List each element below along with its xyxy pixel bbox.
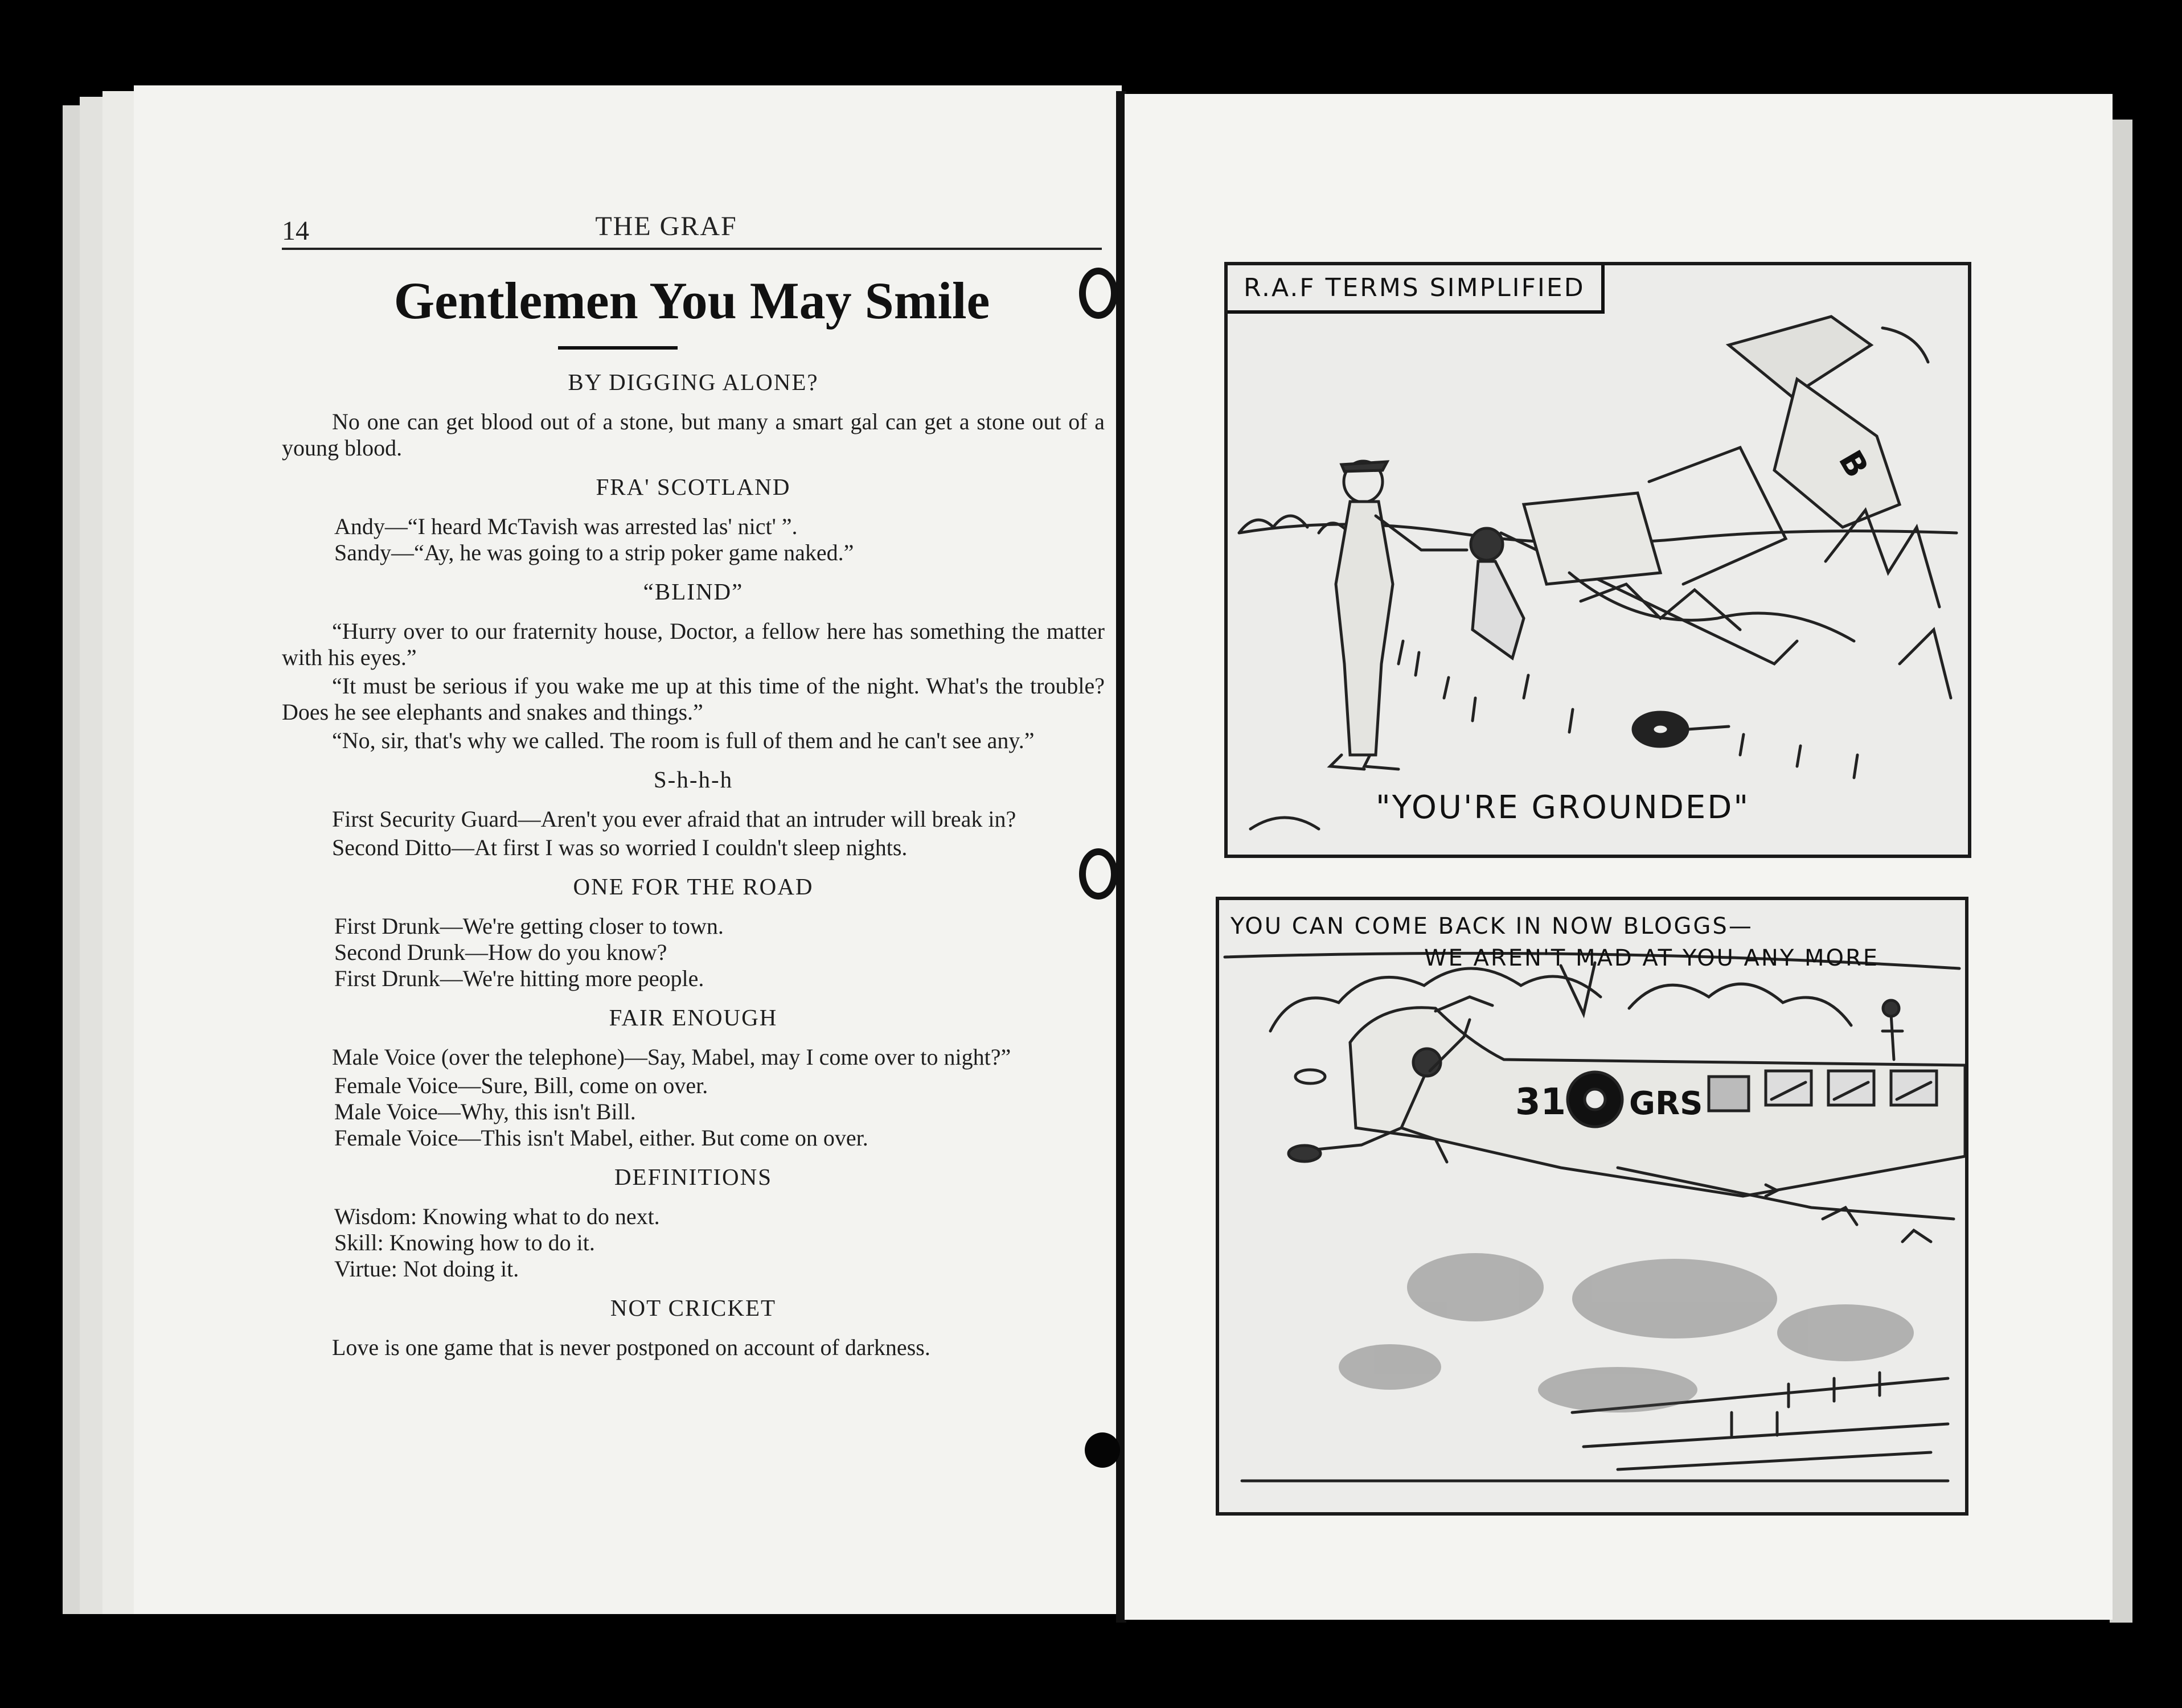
cartoon-come-back-bloggs	[1216, 897, 1968, 1516]
page-title: Gentlemen You May Smile	[393, 272, 990, 330]
binding-hole	[1079, 848, 1118, 900]
dialogue-line: First Drunk—We're getting closer to town.	[334, 913, 724, 939]
definition-line: Wisdom: Knowing what to do next.	[334, 1204, 660, 1229]
right-page	[1125, 94, 2113, 1620]
section-heading: BY DIGGING ALONE?	[568, 369, 819, 395]
dialogue-line: Female Voice—This isn't Mabel, either. But come on over.	[334, 1125, 868, 1151]
paragraph: Second Ditto—At first I was so worried I couldn't sleep nights.	[332, 835, 908, 860]
header-rule	[282, 248, 1102, 250]
paragraph: Love is one game that is never postponed on account of darkness.	[332, 1335, 930, 1360]
binding-hole	[1079, 268, 1118, 319]
tail-marking: B	[1831, 444, 1876, 484]
running-head: THE GRAF	[595, 211, 737, 241]
section-heading: FAIR ENOUGH	[609, 1004, 778, 1030]
section-heading: FRA' SCOTLAND	[596, 474, 791, 500]
section-heading: S-h-h-h	[653, 766, 733, 793]
paragraph: “Hurry over to our fraternity house, Doctor, a fellow here has something the matter with his eyes.”	[282, 618, 1105, 670]
page-stack-edge	[2110, 120, 2132, 1623]
section-heading: ONE FOR THE ROAD	[573, 873, 814, 900]
paragraph: First Security Guard—Aren't you ever afraid that an intruder will break in?	[332, 806, 1016, 832]
jokes-article	[282, 369, 1105, 1363]
speech-line-2: WE AREN'T MAD AT YOU ANY MORE	[1424, 945, 1880, 971]
plane-code: GRS	[1629, 1085, 1703, 1122]
page-stack-edge	[102, 91, 137, 1614]
page-number: 14	[282, 216, 309, 246]
paragraph: No one can get blood out of a stone, but many a smart gal can get a stone out of a young blood.	[282, 409, 1105, 461]
speech-bubble	[1231, 910, 1937, 974]
section-heading: DEFINITIONS	[614, 1164, 773, 1190]
dialogue-line: Sandy—“Ay, he was going to a strip poker game naked.”	[334, 540, 854, 565]
plane-number: 31	[1515, 1081, 1566, 1123]
cartoon-1-drawing	[1228, 265, 1968, 855]
section-heading: NOT CRICKET	[610, 1295, 777, 1321]
section-heading: “BLIND”	[643, 578, 744, 605]
dialogue-line: Andy—“I heard McTavish was arrested las' nict' ”.	[334, 514, 798, 539]
cartoon-label: R.A.F TERMS SIMPLIFIED	[1228, 265, 1605, 314]
speech-line-1: YOU CAN COME BACK IN NOW BLOGGS—	[1231, 913, 1753, 939]
dialogue-line: Male Voice—Why, this isn't Bill.	[334, 1099, 636, 1124]
binding-hole	[1085, 1432, 1120, 1468]
dialogue-line: Second Drunk—How do you know?	[334, 939, 667, 965]
dialogue-line: Female Voice—Sure, Bill, come on over.	[334, 1073, 708, 1098]
definition-line: Virtue: Not doing it.	[334, 1256, 519, 1282]
paragraph: Male Voice (over the telephone)—Say, Mabel, may I come over to night?”	[332, 1044, 1011, 1070]
cartoon-caption: "YOU'RE GROUNDED"	[1376, 789, 1750, 826]
cartoon-2-drawing	[1219, 900, 1965, 1512]
paragraph: “It must be serious if you wake me up at this time of the night. What's the trouble? Does he see elephants and snakes and things.”	[282, 673, 1105, 725]
title-rule	[558, 346, 678, 350]
paragraph: “No, sir, that's why we called. The room is full of them and he can't see any.”	[332, 728, 1035, 753]
dialogue-line: First Drunk—We're hitting more people.	[334, 966, 704, 991]
cartoon-youre-grounded	[1224, 262, 1971, 858]
left-page	[134, 85, 1122, 1614]
definition-line: Skill: Knowing how to do it.	[334, 1230, 595, 1255]
